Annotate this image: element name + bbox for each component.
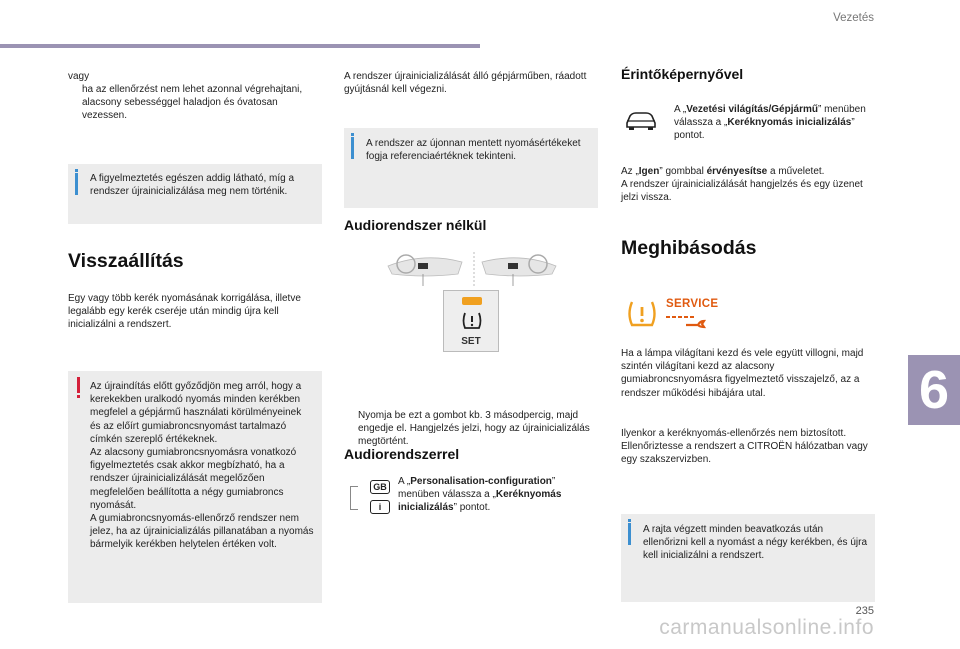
service-label: SERVICE [666,298,719,310]
header-accent-bar [0,44,480,48]
bullet-item-2 [344,409,598,449]
info-text: A figyelmeztetés egészen addig látható, míg a rendszer újrainicializálása meg nem történik. [90,173,295,198]
service-wrench-icon [664,312,708,332]
touchscreen-instructions: A „Vezetési világítás/Gépjármű” menüben válassza a „Keréknyomás inicializálás” pontot. [674,104,866,142]
info-icon-bar [75,173,78,195]
heading-reset: Visszaállítás [68,250,184,272]
heading-touchscreen: Érintőképernyővel [621,66,744,82]
warning-text: Az újraindítás előtt győződjön meg arról, hogy a kerekekben uralkodó nyomás minden kerékben megfelel a gépjármű használati körülményeinek és az előírt gumiabroncsnyomást tartalmazó címkén szereplő értékeknek. Az alacsony gumiabroncsnyomásra vonatkozó figyelmeztetés csak akkor megbízható, ha a rendszer újrainicializálását megelőzően megfelelően beállította a négy gumiabroncs nyomását. A gumiabroncsnyomás-ellenőrző rendszer nem jelez, ha az újrainicializálás pillanatában a nyomás bármelyik kerékben helytelen értéken volt. [90,381,314,551]
warning-box [68,371,322,603]
info-text: A rajta végzett minden beavatkozás után ellenőrizni kell a nyomást a négy kerékben, és újra kell inicializálni a rendszert. [643,524,868,562]
watermark: carmanualsonline.info [659,616,874,639]
info-box [68,164,322,224]
heading-no-audio: Audiorendszer nélkül [344,217,487,233]
info-icon [75,169,78,172]
car-icon [624,108,658,132]
left-panel [388,255,462,286]
check-text: Ilyenkor a keréknyomás-ellenőrzés nem biztosított. Ellenőriztesse a rendszert a CITROËN hálózatban vagy egy szakszervizben. [621,428,868,466]
warning-icon [75,377,82,399]
intro-or: vagy [68,71,90,82]
heading-fault: Meghibásodás [621,237,757,259]
info-icon-bar [628,523,631,545]
section-title: Vezetés [833,12,874,24]
info-icon-bar [351,137,354,159]
reset-text: Egy vagy több kerék nyomásának korrigálása, illetve legalább egy kerék cseréje után mindig újra kell inicializálni a rendszert. [68,293,301,331]
info-icon [628,519,631,522]
tyre-pressure-icon [460,311,484,331]
bullet-item [68,83,324,123]
intro-text: A rendszer újrainicializálását álló gépjárműben, ráadott gyújtásnál kell végezni. [344,71,587,96]
info-button-icon: i [370,500,390,514]
bullet-text: Nyomja be ezt a gombot kb. 3 másodpercig, majd engedje el. Hangjelzés jelzi, hogy az újrainicializálás megtörtént. [358,409,590,448]
page-number: 235 [855,605,874,617]
fault-text: Ha a lámpa világítani kezd és vele együtt villogni, majd szintén világítani kezd az alacsony gumiabroncsnyomásra figyelmeztető visszajelző, az a rendszer működési hibájára utal. [621,348,864,399]
set-label: SET [461,336,481,347]
info-box-2 [344,128,598,208]
heading-audio: Audiorendszerrel [344,446,460,462]
gb-button-icon: GB [370,480,390,494]
set-indicator-lamp [462,297,482,305]
right-panel [482,255,556,286]
steering-wheel-illustration [384,250,564,290]
tyre-pressure-warning-icon [625,299,659,329]
confirm-instructions: Az „Igen” gombbal érvényesítse a műveletet. A rendszer újrainicializálását hangjelzés és egy üzenet jelzi vissza. [621,166,863,204]
info-icon [351,133,354,136]
audio-instructions: A „Personalisation-configuration” menüben válassza a „Keréknyomás inicializálás” pontot. [398,476,562,514]
bullet-text: ha az ellenőrzést nem lehet azonnal végrehajtani, alacsony sebességgel haladjon és óvatosan vezessen. [82,84,303,122]
chapter-tab: 6 [908,355,960,425]
audio-buttons-icon [350,480,390,518]
info-box-3 [621,514,875,602]
set-button[interactable] [443,290,499,352]
info-text: A rendszer az újonnan mentett nyomásértékeket fogja referenciaértéknek tekinteni. [366,138,581,163]
